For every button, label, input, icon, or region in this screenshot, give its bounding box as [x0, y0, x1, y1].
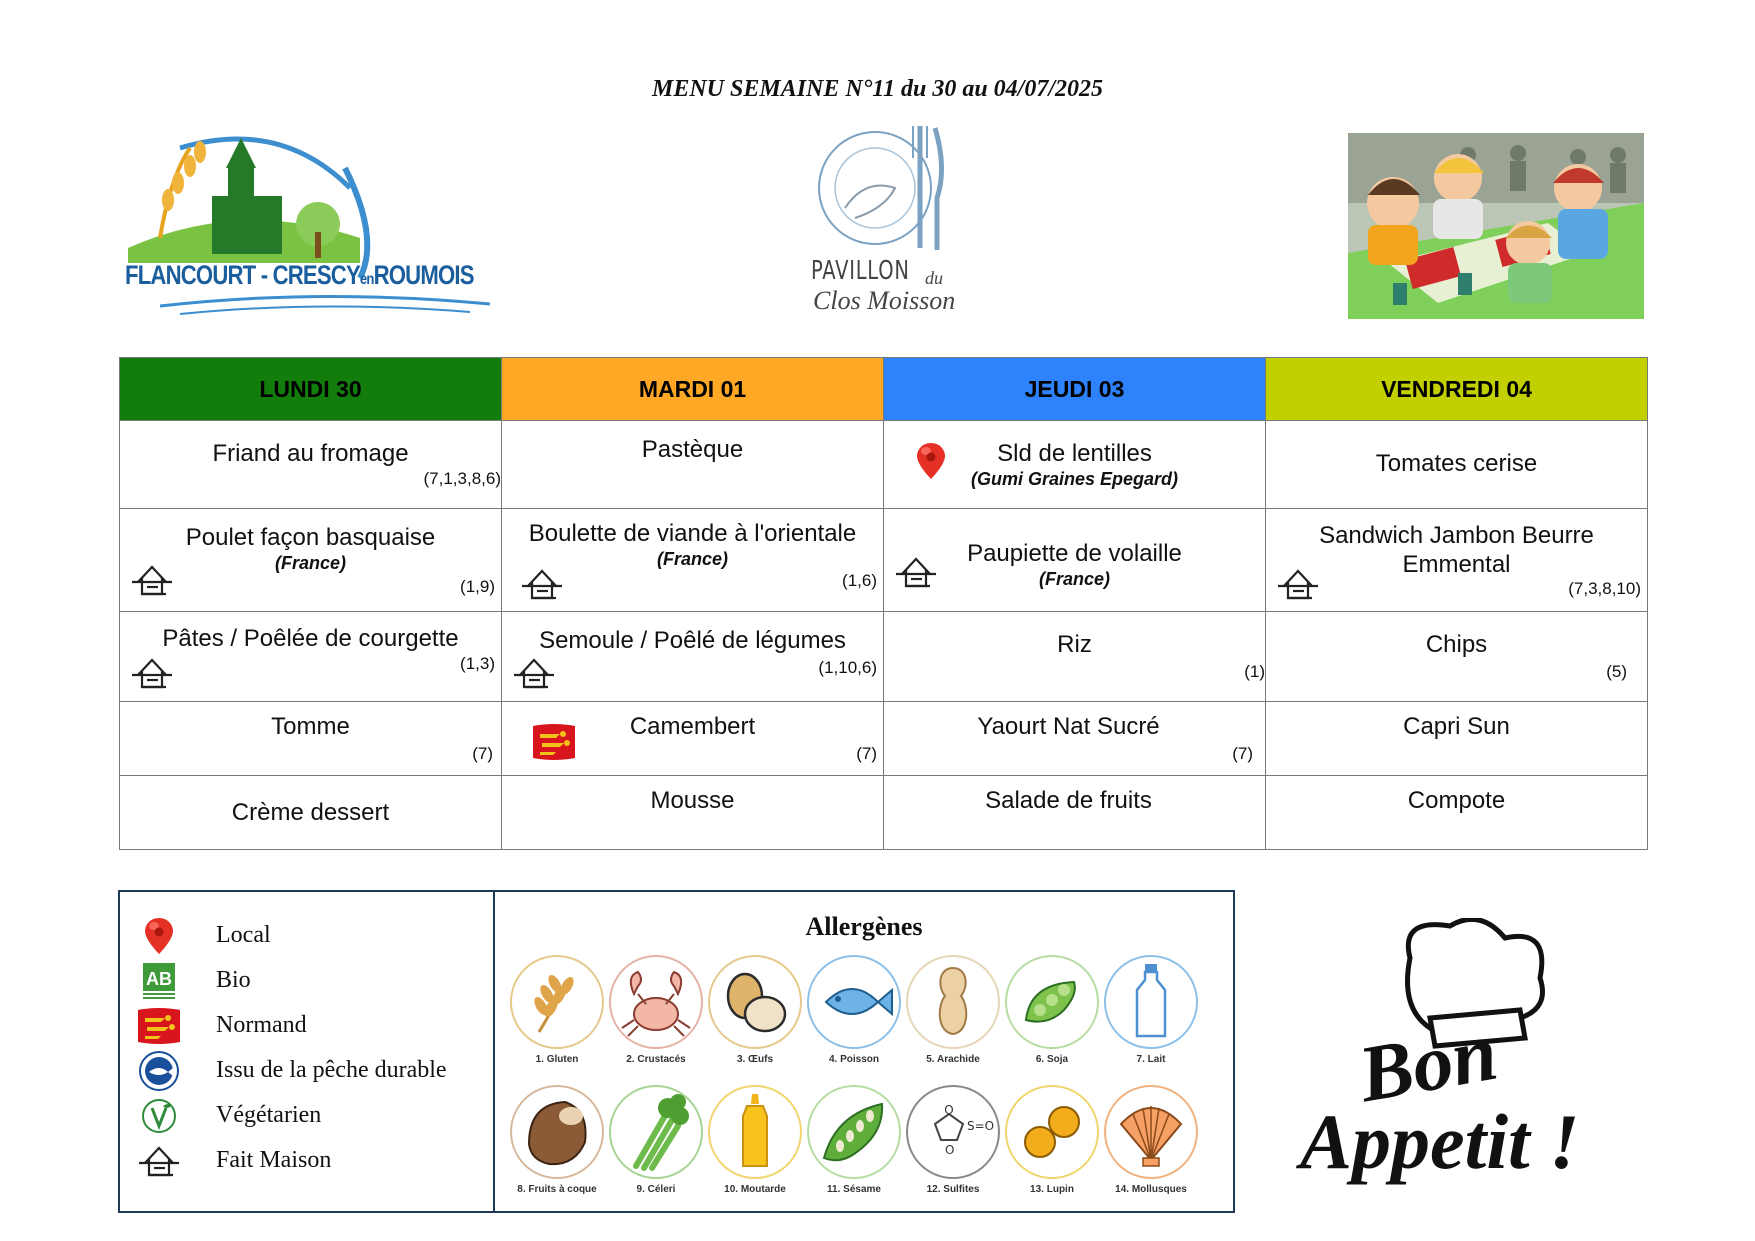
dish-name: Sld de lentilles — [997, 440, 1152, 467]
symbol-legend — [120, 892, 495, 1211]
crab-icon — [608, 954, 704, 1050]
menu-cell-jeudi-starter — [884, 421, 1266, 509]
allergen-codes: (5) — [1606, 662, 1627, 681]
allergen-codes: (1,3) — [460, 654, 495, 673]
dish-name: Semoule / Poêlé de légumes — [539, 627, 846, 654]
allergen-codes: (7,1,3,8,6) — [423, 469, 501, 488]
legend-label: Issu de la pêche durable — [216, 1057, 447, 1083]
wheat-icon — [509, 954, 605, 1050]
allergen-label: 1. Gluten — [535, 1054, 579, 1065]
soy-icon — [1004, 954, 1100, 1050]
town-name: FLANCOURT - CRESCYenROUMOIS — [125, 260, 474, 290]
pavillon-name: PAVILLON — [811, 256, 910, 286]
dish-origin: (France) — [656, 549, 728, 569]
normandy-flag-icon — [530, 722, 578, 762]
menu-cell-vendredi-side — [1266, 612, 1648, 702]
allergen-oeufs — [705, 954, 805, 1065]
legend-panel — [118, 890, 1235, 1213]
menu-cell-vendredi-main — [1266, 509, 1648, 612]
allergen-codes: (1,9) — [460, 577, 495, 596]
menu-cell-lundi-dairy — [120, 702, 502, 776]
town-logo-graphic — [120, 128, 500, 328]
allergen-codes: (7) — [1232, 744, 1253, 763]
allergen-codes: (7,3,8,10) — [1568, 579, 1641, 598]
svg-text:O: O — [944, 1103, 954, 1117]
menu-cell-lundi-starter — [120, 421, 502, 509]
pavillon-logo — [805, 118, 975, 323]
allergen-label: 9. Céleri — [636, 1184, 676, 1195]
allergen-arachide — [903, 954, 1003, 1065]
lupin-icon — [1004, 1084, 1100, 1180]
vegetarian-icon — [135, 1096, 183, 1136]
allergen-celeri — [606, 1084, 706, 1195]
dish-name: Tomates cerise — [1375, 450, 1538, 477]
allergen-label: 10. Moutarde — [724, 1184, 786, 1195]
allergen-label: 6. Soja — [1035, 1054, 1069, 1065]
allergen-label: 11. Sésame — [827, 1184, 881, 1195]
weekly-menu-table — [119, 357, 1648, 850]
allergen-gluten — [507, 954, 607, 1065]
fish-icon — [806, 954, 902, 1050]
children-eating-illustration — [1348, 133, 1644, 319]
home-made-icon — [512, 656, 556, 690]
allergen-lupin — [1002, 1084, 1102, 1195]
allergen-label: 14. Mollusques — [1115, 1184, 1187, 1195]
dish-name: Boulette de viande à l'orientale — [528, 520, 857, 547]
home-made-icon — [135, 1141, 183, 1181]
home-made-icon — [1276, 567, 1320, 601]
allergen-codes: (1,6) — [842, 571, 877, 590]
allergen-codes: (1) — [1244, 662, 1265, 681]
menu-cell-lundi-main — [120, 509, 502, 612]
dish-name: Camembert — [629, 713, 756, 740]
chef-hat-icon — [1290, 918, 1650, 1198]
dish-origin: (France) — [1038, 569, 1110, 589]
allergen-label: 5. Arachide — [926, 1054, 980, 1065]
bon-text: Bon — [1352, 1008, 1504, 1120]
pavillon-du: du — [925, 268, 943, 288]
peanut-icon — [905, 954, 1001, 1050]
allergen-label: 13. Lupin — [1030, 1184, 1074, 1195]
allergen-codes: (7) — [856, 744, 877, 763]
menu-cell-lundi-dessert — [120, 776, 502, 850]
shell-icon — [1103, 1084, 1199, 1180]
town-logo — [120, 128, 500, 328]
home-made-icon — [894, 555, 938, 589]
day-header-vendredi: VENDREDI 04 — [1266, 358, 1648, 421]
dish-origin: (Gumi Graines Epegard) — [970, 469, 1179, 489]
normandy-flag-icon — [135, 1006, 183, 1046]
dish-origin: (France) — [274, 553, 346, 573]
menu-cell-lundi-side — [120, 612, 502, 702]
allergen-codes: (7) — [472, 744, 493, 763]
legend-label: Normand — [216, 1012, 307, 1038]
dish-name: Yaourt Nat Sucré — [977, 713, 1160, 740]
allergen-poisson — [804, 954, 904, 1065]
dessert-row — [120, 776, 1648, 850]
starter-row — [120, 421, 1648, 509]
dish-name: Salade de fruits — [985, 787, 1152, 814]
allergen-sulfites — [903, 1084, 1003, 1195]
menu-cell-vendredi-starter — [1266, 421, 1648, 509]
dish-name: Poulet façon basquaise — [185, 524, 436, 551]
legend-item-bio — [120, 959, 490, 1003]
allergen-soja — [1002, 954, 1102, 1065]
local-pin-icon — [914, 441, 948, 481]
allergen-fruits-a-coque — [507, 1084, 607, 1195]
dish-name: Riz — [1057, 631, 1092, 658]
sesame-icon — [806, 1084, 902, 1180]
eggs-icon — [707, 954, 803, 1050]
legend-item-peche-durable — [120, 1049, 490, 1093]
allergen-mollusques — [1101, 1084, 1201, 1195]
pavillon-clos: Clos Moisson — [813, 286, 956, 315]
main-course-row — [120, 509, 1648, 612]
sulfite-icon — [905, 1084, 1001, 1180]
menu-cell-mardi-dairy — [502, 702, 884, 776]
legend-label: Fait Maison — [216, 1147, 332, 1173]
milk-icon — [1103, 954, 1199, 1050]
allergen-label: 3. Œufs — [736, 1054, 774, 1065]
dish-name: Chips — [1425, 631, 1488, 658]
menu-cell-vendredi-dessert — [1266, 776, 1648, 850]
day-header-mardi: MARDI 01 — [502, 358, 884, 421]
nut-icon — [509, 1084, 605, 1180]
legend-label: Bio — [216, 967, 251, 993]
allergen-label: 4. Poisson — [828, 1054, 879, 1065]
dish-name: Sandwich Jambon Beurre Emmental — [1319, 522, 1594, 578]
home-made-icon — [520, 567, 564, 601]
menu-cell-mardi-dessert — [502, 776, 884, 850]
day-header-jeudi: JEUDI 03 — [884, 358, 1266, 421]
allergens-title: Allergènes — [805, 912, 923, 941]
side-dish-row — [120, 612, 1648, 702]
allergen-chart — [495, 892, 1233, 1211]
dish-name: Compote — [1407, 787, 1506, 814]
legend-label: Végétarien — [216, 1102, 322, 1128]
plate-fork-knife-icon — [805, 118, 975, 258]
legend-item-local — [120, 914, 490, 958]
dish-name: Pâtes / Poêlée de courgette — [162, 625, 459, 652]
mustard-icon — [707, 1084, 803, 1180]
svg-text:O: O — [945, 1143, 955, 1157]
menu-cell-mardi-side — [502, 612, 884, 702]
menu-cell-jeudi-main — [884, 509, 1266, 612]
menu-cell-mardi-starter — [502, 421, 884, 509]
allergen-crustaces — [606, 954, 706, 1065]
celery-icon — [608, 1084, 704, 1180]
legend-item-normand — [120, 1004, 490, 1048]
dish-name: Mousse — [650, 787, 735, 814]
dish-name: Paupiette de volaille — [967, 540, 1182, 567]
allergen-label: 8. Fruits à coque — [517, 1184, 597, 1195]
allergen-moutarde — [705, 1084, 805, 1195]
menu-cell-jeudi-dessert — [884, 776, 1266, 850]
dish-name: Capri Sun — [1403, 713, 1510, 740]
local-pin-icon — [135, 916, 183, 956]
legend-item-fait-maison — [120, 1139, 490, 1183]
dairy-row — [120, 702, 1648, 776]
menu-cell-jeudi-side — [884, 612, 1266, 702]
document-title: MENU SEMAINE N°11 du 30 au 04/07/2025 — [651, 76, 1104, 102]
dish-name: Crème dessert — [231, 799, 390, 826]
allergen-label: 7. Lait — [1136, 1054, 1166, 1065]
allergen-label: 2. Crustacés — [626, 1054, 686, 1065]
allergen-lait — [1101, 954, 1201, 1065]
day-header-row — [120, 358, 1648, 421]
bio-icon — [135, 961, 183, 1001]
menu-cell-jeudi-dairy — [884, 702, 1266, 776]
allergen-label: 12. Sulfites — [926, 1184, 980, 1195]
allergen-codes: (1,10,6) — [818, 658, 877, 677]
bon-appetit-graphic — [1290, 918, 1650, 1198]
svg-text:AB: AB — [146, 969, 172, 989]
menu-cell-mardi-main — [502, 509, 884, 612]
home-made-icon — [130, 563, 174, 597]
legend-item-vegetarien — [120, 1094, 490, 1138]
svg-text:S=O: S=O — [967, 1119, 995, 1133]
dish-name: Friand au fromage — [212, 440, 409, 467]
day-header-lundi: LUNDI 30 — [120, 358, 502, 421]
home-made-icon — [130, 656, 174, 690]
dish-name: Tomme — [271, 713, 350, 740]
menu-cell-vendredi-dairy — [1266, 702, 1648, 776]
allergen-sesame — [804, 1084, 904, 1195]
legend-label: Local — [216, 922, 271, 948]
dish-name: Pastèque — [641, 436, 744, 463]
sustainable-fishing-icon — [135, 1051, 183, 1091]
appetit-text: Appetit ! — [1300, 1098, 1580, 1185]
